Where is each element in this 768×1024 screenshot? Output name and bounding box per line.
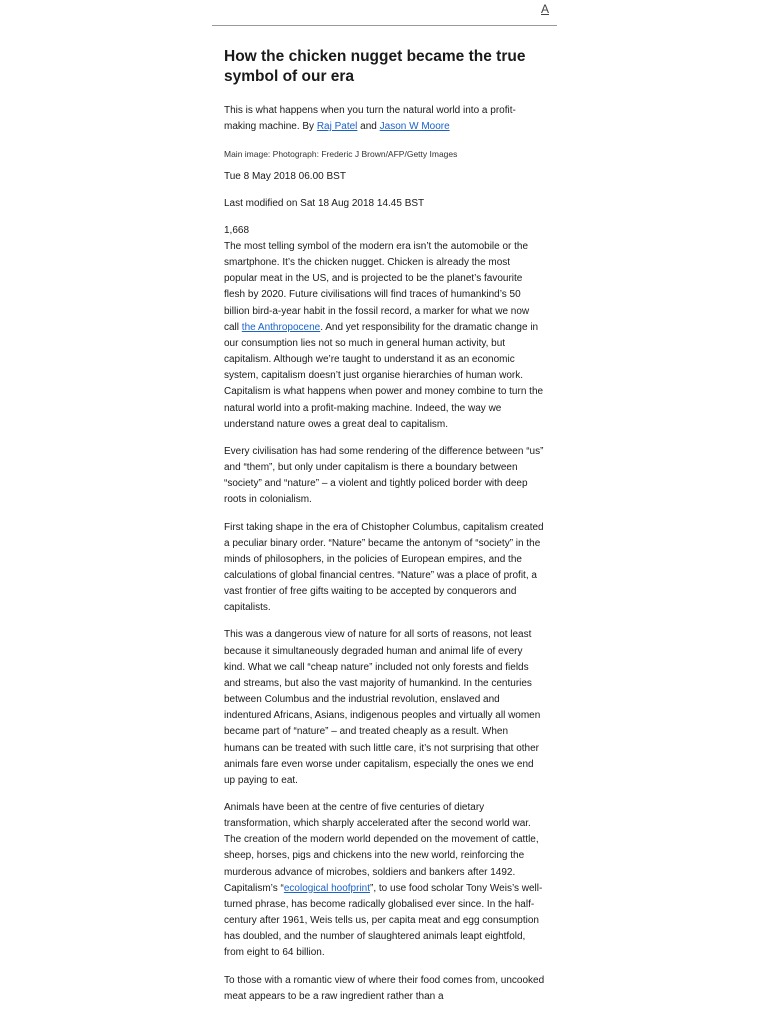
author-link-jason-moore[interactable]: Jason W Moore [379,121,450,132]
top-toolbar [212,0,557,26]
paragraph-5 [224,800,546,962]
author-link-raj-patel[interactable]: Raj Patel [316,121,358,132]
paragraph-3: First taking shape in the era of Chistopher Columbus, capitalism created a peculiar binary order. “Nature” became the antonym of “society” in the minds of philosophers, in the policies of European empires, and the calculations of global financial centres. “Nature” was a place of profit, a vast frontier of free gifts waiting to be accepted by conquerors and capitalists. [224,521,544,614]
paragraph-5-text-b: ”, to use food scholar Tony Weis’s well-turned phrase, has become radically globalised ever since. In the half-century after 1961, Weis tells us, per capita meat and egg consumption has doubled, and the number of slaughtered animals leapt eightfold, from eight to 64 billion. [224,882,543,959]
headline: How the chicken nugget became the true symbol of our era [224,48,526,85]
paragraph-1-text-b: . And yet responsibility for the dramatic change in our consumption lies not so much in general human activity, but capitalism. Although we’re taught to understand it as an economic system, capitalism doesn’t just organise hierarchies of human work. Capitalism is what happens when power and money combine to turn the natural world into a profit-making machine. Indeed, the way we understand nature owes a great deal to capitalism. [224,321,544,430]
modified-date: Last modified on Sat 18 Aug 2018 14.45 BST [224,198,425,209]
article [224,47,546,1016]
share-count: 1,668 [224,225,250,236]
anthropocene-link[interactable]: the Anthropocene [241,321,321,333]
paragraph-6: To those with a romantic view of where their food comes from, uncooked meat appears to be a raw ingredient rather than a [224,974,545,1002]
ecological-hoofprint-link[interactable]: ecological hoofprint [283,882,371,894]
paragraph-4: This was a dangerous view of nature for all sorts of reasons, not least because it simultaneously degraded human and animal life of every kind. What we call “cheap nature” included not only forests and fields and streams, but also the vast majority of humankind. In the centuries between Columbus and the industrial revolution, enslaved and indentured Africans, Asians, indigenous peoples and virtually all women became part of “nature” – and treated cheaply as a result. When humans can be treated with such little care, it’s not surprising that other animals fare even worse under capitalism, especially the ones we end up paying to eat. [224,629,541,786]
paragraph-5-text-a: Animals have been at the centre of five centuries of dietary transformation, which sharply accelerated after the second world war. The creation of the modern world depended on the movement of cattle, sheep, horses, pigs and chickens into the new world, reinforcing the murderous advance of microbes, soldiers and bankers after 1492. Capitalism’s “ [224,802,539,894]
standfirst-and: and [357,121,380,132]
standfirst-text: This is what happens when you turn the natural world into a profit-making machine. By [224,105,516,132]
paragraph-2: Every civilisation has had some rendering of the difference between “us” and “them”, but only under capitalism is there a boundary between “society” and “nature” – a violent and tightly policed border with deep roots in colonialism. [224,445,544,506]
article-body [224,239,546,1005]
image-caption: Main image: Photograph: Frederic J Brown/AFP/Getty Images [224,149,458,159]
paragraph-1 [224,239,546,433]
paragraph-1-text-a: The most telling symbol of the modern era isn’t the automobile or the smartphone. It’s the chicken nugget. Chicken is already the most popular meat in the US, and is projected to be the planet’s favourite flesh by 2020. Future civilisations will find traces of humankind’s 50 billion bird-a-year habit in the fossil record, a marker for what we now call [224,241,530,333]
published-date: Tue 8 May 2018 06.00 BST [224,171,346,182]
standfirst [224,103,546,135]
reader-view-button[interactable]: A [540,2,549,16]
